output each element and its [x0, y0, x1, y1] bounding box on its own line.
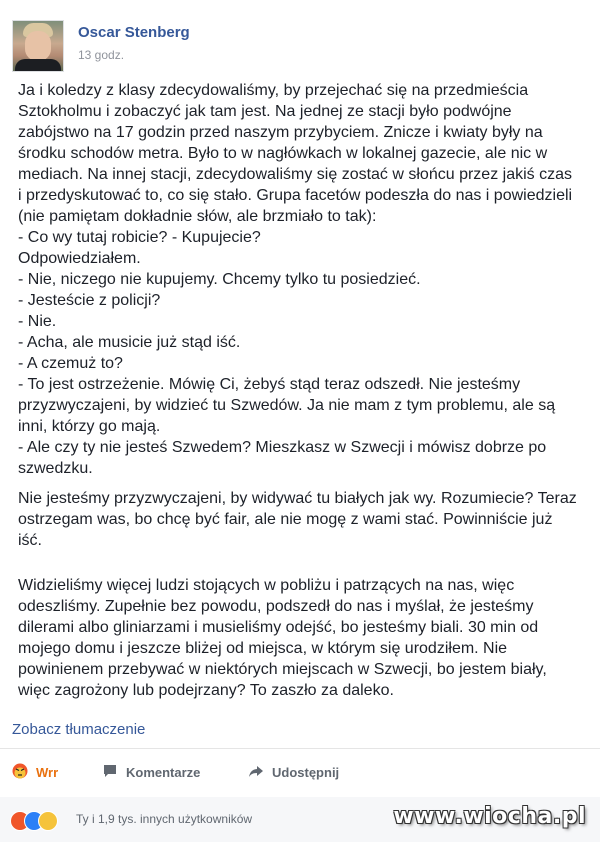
reaction-button[interactable]: [12, 763, 58, 782]
comment-label: Komentarze: [126, 765, 201, 780]
post-paragraph: Nie jesteśmy przyzwyczajeni, by widywać tu białych jak wy. Rozumiecie? Teraz ostrzegam was, bo chcę być fair, ale nie mogę z wami stać. Powinniście już iść.: [18, 490, 577, 549]
angry-face-icon: [12, 763, 28, 782]
post-timestamp[interactable]: 13 godz.: [78, 48, 125, 62]
reaction-icons[interactable]: [10, 811, 70, 829]
post-body: [18, 80, 578, 710]
reaction-label: Wrr: [36, 765, 59, 780]
comment-icon: [102, 763, 118, 782]
sad-reaction-icon: [38, 811, 58, 831]
avatar-face: [25, 31, 51, 61]
avatar[interactable]: [12, 20, 64, 72]
avatar-shirt: [15, 59, 61, 72]
see-translation-link[interactable]: Zobacz tłumaczenie: [12, 721, 146, 738]
post-actions-bar: [0, 748, 600, 798]
author-name[interactable]: Oscar Stenberg: [78, 24, 190, 41]
share-label: Udostępnij: [272, 765, 340, 780]
post-paragraph: Widzieliśmy więcej ludzi stojących w pobliżu i patrzących na nas, więc odeszliśmy. Zupełnie bez powodu, podszedł do nas i myślał, że jesteśmy dilerami albo gliniarzami i musieliśmy odejść, bo jesteśmy biali. 30 min od mojego domu i jeszcze bliżej od miejsca, w którym się urodziłem. Nie powinienem przebywać w niektórych miejscach w Szwecji, bo jestem biały, więc zagrożony lub podejrzany? To zaszło za daleko.: [18, 577, 547, 699]
share-arrow-icon: [248, 763, 264, 782]
post-header: [8, 10, 592, 70]
reactions-count[interactable]: Ty i 1,9 tys. innych użytkowników: [76, 812, 253, 826]
comment-button[interactable]: [102, 763, 200, 782]
share-button[interactable]: [248, 763, 339, 782]
site-watermark: www.wiocha.pl: [393, 804, 586, 829]
post-paragraph: Ja i koledzy z klasy zdecydowaliśmy, by przejechać się na przedmieścia Sztokholmu i zobaczyć jak tam jest. Na jednej ze stacji było podwójne zabójstwo na 17 godzin przed naszym przybyciem. Znicze i kwiaty były na środku schodów metra. Było to w nagłówkach w lokalnej gazecie, ale nic w mediach. Na innej stacji, zdecydowaliśmy się zostać w słońcu przez jakiś czas i przedyskutować to, co się stało. Grupa facetów podeszła do nas i powiedzieli (nie pamiętam dokładnie słów, ale brzmiało to tak): - Co wy tutaj robicie? - Kupujecie? Odpowiedziałem. - Nie, niczego nie kupujemy. Chcemy tylko tu posiedzieć. - Jesteście z policji? - Nie. - Acha, ale musicie już stąd iść. - A czemuż to? - To jest ostrzeżenie. Mówię Ci, żebyś stąd teraz odszedł. Nie jesteśmy przyzwyczajeni, by widzieć tu Szwedów. Ja nie mam z tym problemu, ale są inni, którzy go mają. - Ale czy ty nie jesteś Szwedem? Mieszkasz w Szwecji i mówisz dobrze po szwedzku.: [18, 82, 573, 477]
